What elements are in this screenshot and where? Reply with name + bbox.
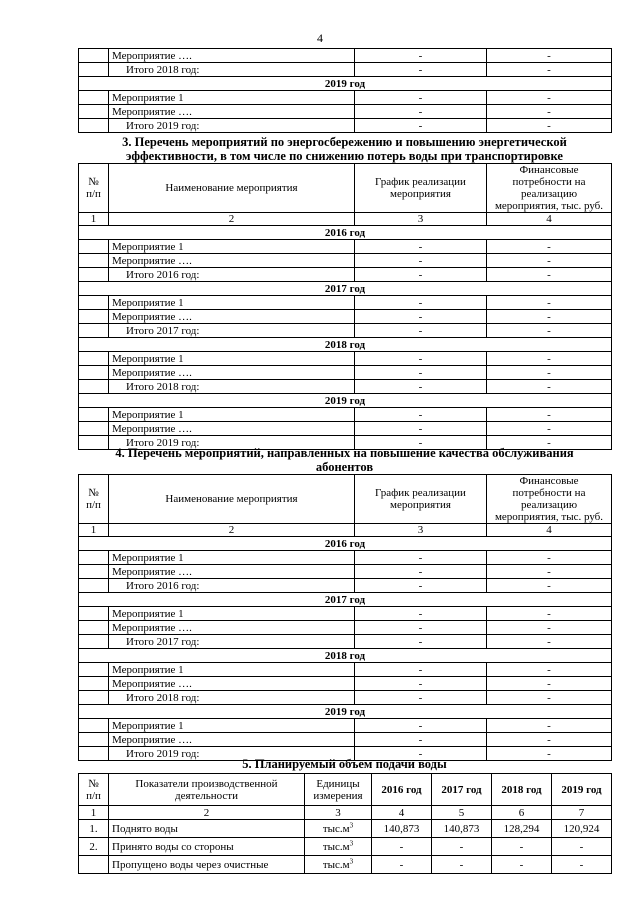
- finance-cell: -: [487, 296, 612, 310]
- schedule-cell: -: [355, 310, 487, 324]
- unit-cell: [305, 838, 372, 856]
- table-row: [79, 49, 612, 63]
- schedule-cell: -: [355, 677, 487, 691]
- table-row: [79, 551, 612, 565]
- row-num-cell: [79, 719, 109, 733]
- finance-cell: -: [487, 691, 612, 705]
- year-row: [79, 593, 612, 607]
- year-row: [79, 537, 612, 551]
- year-heading: 2016 год: [79, 226, 612, 240]
- year-row: [79, 705, 612, 719]
- year-value: -: [372, 838, 432, 856]
- row-num-cell: [79, 366, 109, 380]
- row-num-cell: [79, 663, 109, 677]
- schedule-cell: -: [355, 380, 487, 394]
- table-body: [79, 164, 612, 450]
- unit-text: тыс.м: [322, 858, 350, 871]
- schedule-cell: -: [355, 436, 487, 450]
- table-row: [79, 408, 612, 422]
- row-num-cell: [79, 91, 109, 105]
- year-value: 120,924: [552, 820, 612, 838]
- year-heading: 2019 год: [79, 77, 612, 91]
- total-row: [79, 691, 612, 705]
- event-name: Мероприятие ….: [109, 422, 355, 436]
- table-body: [79, 774, 612, 874]
- row-num-cell: [79, 607, 109, 621]
- schedule-cell: -: [355, 719, 487, 733]
- finance-cell: -: [487, 747, 612, 761]
- total-label: Итого 2018 год:: [109, 691, 355, 705]
- table-row: [79, 565, 612, 579]
- year-value: -: [492, 838, 552, 856]
- section-3-title-line1: 3. Перечень мероприятий по энергосбережению и повышению энергетической: [122, 135, 567, 149]
- table-row: [79, 105, 612, 119]
- col-number: 4: [487, 213, 612, 226]
- schedule-cell: -: [355, 240, 487, 254]
- year-row: [79, 394, 612, 408]
- finance-cell: -: [487, 579, 612, 593]
- finance-cell: -: [487, 324, 612, 338]
- table-row: [79, 820, 612, 838]
- finance-cell: -: [487, 408, 612, 422]
- row-num-cell: [79, 268, 109, 282]
- unit-cell: [305, 820, 372, 838]
- finance-cell: -: [487, 719, 612, 733]
- table-row: [79, 352, 612, 366]
- schedule-cell: -: [355, 635, 487, 649]
- event-name: Мероприятие ….: [109, 677, 355, 691]
- finance-cell: -: [487, 63, 612, 77]
- col-number: 6: [492, 806, 552, 820]
- schedule-cell: -: [355, 119, 487, 133]
- finance-cell: -: [487, 635, 612, 649]
- header-finance: Финансовые потребности на реализацию мероприятия, тыс. руб.: [487, 475, 612, 524]
- finance-cell: -: [487, 422, 612, 436]
- finance-cell: -: [487, 268, 612, 282]
- section-5-title: 5. Планируемый объем подачи воды: [242, 757, 447, 771]
- event-name: Мероприятие ….: [109, 733, 355, 747]
- row-num-cell: [79, 551, 109, 565]
- table-row: [79, 733, 612, 747]
- schedule-cell: -: [355, 621, 487, 635]
- total-label: Итого 2016 год:: [109, 579, 355, 593]
- col-number: 7: [552, 806, 612, 820]
- year-heading: 2017 год: [79, 282, 612, 296]
- event-name: Мероприятие 1: [109, 551, 355, 565]
- row-num-cell: 2.: [79, 838, 109, 856]
- indicator-name: Поднято воды: [109, 820, 305, 838]
- finance-cell: -: [487, 366, 612, 380]
- row-num-cell: [79, 119, 109, 133]
- header-year: 2016 год: [372, 774, 432, 806]
- table-row: [79, 91, 612, 105]
- event-name: Мероприятие ….: [109, 310, 355, 324]
- schedule-cell: -: [355, 607, 487, 621]
- section-3-title-line2: эффективности, в том числе по снижению потерь воды при транспортировке: [126, 149, 563, 163]
- table-row: [79, 254, 612, 268]
- header-year: 2019 год: [552, 774, 612, 806]
- table-row: [79, 422, 612, 436]
- year-heading: 2019 год: [79, 705, 612, 719]
- row-num-cell: [79, 565, 109, 579]
- event-name: Мероприятие 1: [109, 663, 355, 677]
- section-4-title: [78, 446, 611, 474]
- schedule-cell: -: [355, 91, 487, 105]
- continued-events-table: [78, 48, 612, 133]
- total-row: [79, 380, 612, 394]
- finance-cell: -: [487, 677, 612, 691]
- col-number: 2: [109, 213, 355, 226]
- total-label: Итого 2017 год:: [109, 324, 355, 338]
- year-row: [79, 226, 612, 240]
- row-num-cell: [79, 63, 109, 77]
- schedule-cell: -: [355, 296, 487, 310]
- year-heading: 2019 год: [79, 394, 612, 408]
- event-name: Мероприятие 1: [109, 91, 355, 105]
- event-name: Мероприятие 1: [109, 240, 355, 254]
- table-body: [79, 49, 612, 133]
- row-num-cell: [79, 691, 109, 705]
- total-row: [79, 579, 612, 593]
- schedule-cell: -: [355, 747, 487, 761]
- table-row: [79, 366, 612, 380]
- schedule-cell: -: [355, 268, 487, 282]
- row-num-cell: [79, 296, 109, 310]
- total-label: Итого 2017 год:: [109, 635, 355, 649]
- row-num-cell: [79, 635, 109, 649]
- event-name: Мероприятие ….: [109, 254, 355, 268]
- col-number: 2: [109, 806, 305, 820]
- schedule-cell: -: [355, 422, 487, 436]
- col-number: 1: [79, 213, 109, 226]
- finance-cell: -: [487, 91, 612, 105]
- col-number: 3: [355, 213, 487, 226]
- schedule-cell: -: [355, 565, 487, 579]
- table-row: [79, 296, 612, 310]
- finance-cell: -: [487, 607, 612, 621]
- header-year: 2017 год: [432, 774, 492, 806]
- header-unit: Единицы измерения: [305, 774, 372, 806]
- table-row: [79, 663, 612, 677]
- unit-text: тыс.м: [322, 822, 350, 835]
- finance-cell: -: [487, 119, 612, 133]
- total-label: Итого 2019 год:: [109, 747, 355, 761]
- header-year: 2018 год: [492, 774, 552, 806]
- event-name: Мероприятие ….: [109, 49, 355, 63]
- event-name: Мероприятие ….: [109, 565, 355, 579]
- finance-cell: -: [487, 240, 612, 254]
- col-number: 3: [305, 806, 372, 820]
- year-value: -: [492, 856, 552, 874]
- header-indicator: Показатели производственной деятельности: [109, 774, 305, 806]
- year-value: 140,873: [372, 820, 432, 838]
- unit-cell: [305, 856, 372, 874]
- service-quality-events-table: [78, 474, 612, 761]
- header-schedule: График реализации мероприятия: [355, 164, 487, 213]
- year-value: -: [432, 856, 492, 874]
- finance-cell: -: [487, 551, 612, 565]
- finance-cell: -: [487, 105, 612, 119]
- schedule-cell: -: [355, 691, 487, 705]
- total-row: [79, 635, 612, 649]
- header-num: № п/п: [79, 475, 109, 524]
- schedule-cell: -: [355, 63, 487, 77]
- unit-superscript: 3: [349, 820, 354, 829]
- header-finance: Финансовые потребности на реализацию мероприятия, тыс. руб.: [487, 164, 612, 213]
- row-num-cell: [79, 254, 109, 268]
- table-row: [79, 838, 612, 856]
- table-row: [79, 310, 612, 324]
- water-supply-volume-table: [78, 773, 612, 874]
- table-row: [79, 607, 612, 621]
- row-num-cell: [79, 324, 109, 338]
- event-name: Мероприятие 1: [109, 408, 355, 422]
- table-row: [79, 719, 612, 733]
- schedule-cell: -: [355, 105, 487, 119]
- year-row: [79, 649, 612, 663]
- col-number: 2: [109, 524, 355, 537]
- total-label: Итого 2018 год:: [109, 63, 355, 77]
- total-label: Итого 2018 год:: [109, 380, 355, 394]
- row-num-cell: [79, 408, 109, 422]
- total-row: [79, 119, 612, 133]
- row-num-cell: [79, 621, 109, 635]
- col-number: 3: [355, 524, 487, 537]
- year-heading: 2018 год: [79, 649, 612, 663]
- row-num-cell: [79, 105, 109, 119]
- unit-superscript: 3: [349, 856, 354, 865]
- schedule-cell: -: [355, 579, 487, 593]
- year-row: [79, 338, 612, 352]
- page-number: 4: [317, 31, 323, 45]
- year-value: -: [552, 838, 612, 856]
- year-value: 140,873: [432, 820, 492, 838]
- table-row: [79, 677, 612, 691]
- finance-cell: -: [487, 621, 612, 635]
- header-num: № п/п: [79, 774, 109, 806]
- section-3-title: [78, 135, 611, 163]
- row-num-cell: [79, 310, 109, 324]
- col-number: 1: [79, 806, 109, 820]
- col-number: 5: [432, 806, 492, 820]
- schedule-cell: -: [355, 366, 487, 380]
- indicator-name: Принято воды со стороны: [109, 838, 305, 856]
- row-num-cell: [79, 352, 109, 366]
- header-name: Наименование мероприятия: [109, 475, 355, 524]
- finance-cell: -: [487, 254, 612, 268]
- total-label: Итого 2019 год:: [109, 119, 355, 133]
- total-row: [79, 268, 612, 282]
- table-body: [79, 475, 612, 761]
- total-row: [79, 324, 612, 338]
- year-value: -: [552, 856, 612, 874]
- header-num: № п/п: [79, 164, 109, 213]
- year-value: -: [432, 838, 492, 856]
- schedule-cell: -: [355, 551, 487, 565]
- event-name: Мероприятие 1: [109, 607, 355, 621]
- event-name: Мероприятие ….: [109, 105, 355, 119]
- row-num-cell: [79, 422, 109, 436]
- year-heading: 2017 год: [79, 593, 612, 607]
- finance-cell: -: [487, 436, 612, 450]
- finance-cell: -: [487, 565, 612, 579]
- col-number: 4: [372, 806, 432, 820]
- year-heading: 2018 год: [79, 338, 612, 352]
- year-heading: 2016 год: [79, 537, 612, 551]
- finance-cell: -: [487, 663, 612, 677]
- indicator-name: Пропущено воды через очистные: [109, 856, 305, 874]
- row-num-cell: [79, 733, 109, 747]
- row-num-cell: [79, 49, 109, 63]
- schedule-cell: -: [355, 49, 487, 63]
- col-number: 4: [487, 524, 612, 537]
- year-row: [79, 77, 612, 91]
- unit-superscript: 3: [349, 838, 354, 847]
- row-num-cell: [79, 856, 109, 874]
- finance-cell: -: [487, 352, 612, 366]
- header-name: Наименование мероприятия: [109, 164, 355, 213]
- table-row: [79, 621, 612, 635]
- row-num-cell: [79, 677, 109, 691]
- total-row: [79, 63, 612, 77]
- finance-cell: -: [487, 733, 612, 747]
- event-name: Мероприятие 1: [109, 296, 355, 310]
- energy-saving-events-table: [78, 163, 612, 450]
- finance-cell: -: [487, 310, 612, 324]
- unit-text: тыс.м: [322, 840, 350, 853]
- year-value: 128,294: [492, 820, 552, 838]
- col-number: 1: [79, 524, 109, 537]
- section-4-title-line2: абонентов: [315, 460, 374, 474]
- schedule-cell: -: [355, 254, 487, 268]
- schedule-cell: -: [355, 663, 487, 677]
- row-num-cell: [79, 240, 109, 254]
- schedule-cell: -: [355, 324, 487, 338]
- row-num-cell: 1.: [79, 820, 109, 838]
- section-4-title-line1: 4. Перечень мероприятий, направленных на повышение качества обслуживания: [115, 446, 574, 460]
- finance-cell: -: [487, 380, 612, 394]
- year-row: [79, 282, 612, 296]
- table-row: [79, 856, 612, 874]
- schedule-cell: -: [355, 408, 487, 422]
- row-num-cell: [79, 380, 109, 394]
- finance-cell: -: [487, 49, 612, 63]
- event-name: Мероприятие ….: [109, 621, 355, 635]
- total-label: Итого 2016 год:: [109, 268, 355, 282]
- schedule-cell: -: [355, 733, 487, 747]
- total-label: Итого 2019 год:: [109, 436, 355, 450]
- year-value: -: [372, 856, 432, 874]
- table-row: [79, 240, 612, 254]
- header-schedule: График реализации мероприятия: [355, 475, 487, 524]
- event-name: Мероприятие 1: [109, 719, 355, 733]
- schedule-cell: -: [355, 352, 487, 366]
- row-num-cell: [79, 579, 109, 593]
- event-name: Мероприятие ….: [109, 366, 355, 380]
- event-name: Мероприятие 1: [109, 352, 355, 366]
